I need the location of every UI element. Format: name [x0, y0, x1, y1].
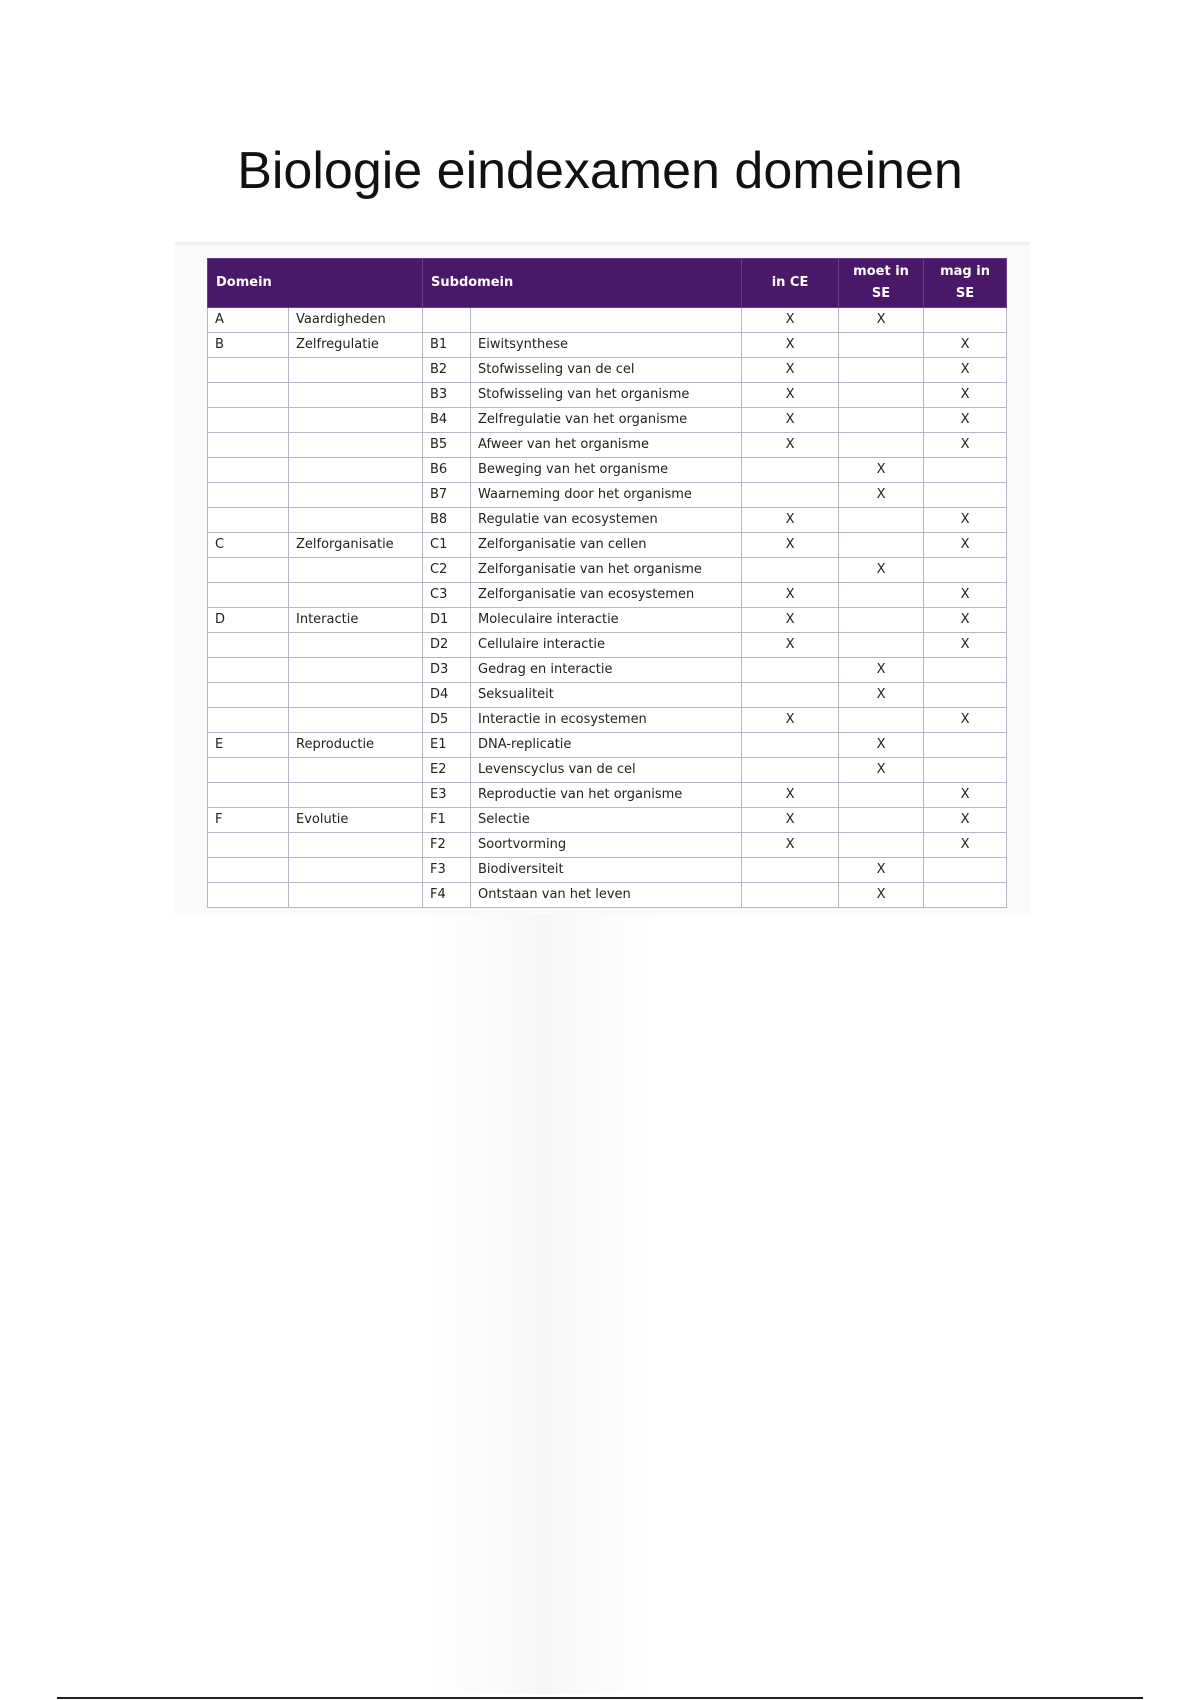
table-body [208, 308, 1007, 908]
table-row [208, 808, 1007, 833]
moet-in-se-mark: X [839, 758, 924, 783]
table-row [208, 583, 1007, 608]
in-ce-mark: X [742, 333, 839, 358]
mag-in-se-mark: X [924, 433, 1007, 458]
domain-name-cell [289, 458, 423, 483]
in-ce-mark: X [742, 383, 839, 408]
in-ce-mark: X [742, 533, 839, 558]
domain-code-cell [208, 408, 289, 433]
subdomain-name-cell: Reproductie van het organisme [471, 783, 742, 808]
moet-in-se-mark [839, 383, 924, 408]
domain-code-cell [208, 458, 289, 483]
domain-code-cell [208, 358, 289, 383]
table-row [208, 758, 1007, 783]
subdomain-code-cell: B7 [423, 483, 471, 508]
subdomain-code-cell: B8 [423, 508, 471, 533]
subdomain-name-cell: Cellulaire interactie [471, 633, 742, 658]
domain-name-cell [289, 758, 423, 783]
subdomain-code-cell: C3 [423, 583, 471, 608]
domain-name-cell [289, 783, 423, 808]
domain-code-cell [208, 858, 289, 883]
header-mag-in-se: mag in SE [924, 259, 1007, 308]
header-in-ce: in CE [742, 259, 839, 308]
mag-in-se-mark: X [924, 633, 1007, 658]
subdomain-code-cell: D5 [423, 708, 471, 733]
moet-in-se-mark: X [839, 858, 924, 883]
moet-in-se-mark [839, 433, 924, 458]
domain-name-cell [289, 433, 423, 458]
mag-in-se-mark [924, 458, 1007, 483]
domain-name-cell [289, 358, 423, 383]
subdomain-name-cell: Levenscyclus van de cel [471, 758, 742, 783]
mag-in-se-mark: X [924, 708, 1007, 733]
table-row [208, 708, 1007, 733]
subdomain-name-cell: Soortvorming [471, 833, 742, 858]
subdomain-code-cell: D4 [423, 683, 471, 708]
subdomain-code-cell: C2 [423, 558, 471, 583]
subdomain-name-cell: Zelforganisatie van ecosystemen [471, 583, 742, 608]
table-row [208, 733, 1007, 758]
domain-name-cell: Interactie [289, 608, 423, 633]
in-ce-mark [742, 758, 839, 783]
domain-name-cell: Vaardigheden [289, 308, 423, 333]
moet-in-se-mark [839, 708, 924, 733]
domain-name-cell [289, 883, 423, 908]
table-header-row [208, 259, 1007, 308]
mag-in-se-mark: X [924, 358, 1007, 383]
moet-in-se-mark [839, 833, 924, 858]
domain-code-cell [208, 883, 289, 908]
in-ce-mark: X [742, 308, 839, 333]
mag-in-se-mark [924, 308, 1007, 333]
domain-code-cell [208, 658, 289, 683]
mag-in-se-mark [924, 733, 1007, 758]
domain-code-cell [208, 633, 289, 658]
subdomain-code-cell: E1 [423, 733, 471, 758]
subdomain-code-cell: E2 [423, 758, 471, 783]
moet-in-se-mark [839, 608, 924, 633]
moet-in-se-mark: X [839, 883, 924, 908]
subdomain-name-cell: Biodiversiteit [471, 858, 742, 883]
in-ce-mark: X [742, 708, 839, 733]
moet-in-se-mark: X [839, 683, 924, 708]
table-row [208, 683, 1007, 708]
in-ce-mark: X [742, 583, 839, 608]
mag-in-se-mark: X [924, 583, 1007, 608]
subdomain-name-cell: DNA-replicatie [471, 733, 742, 758]
moet-in-se-mark [839, 808, 924, 833]
in-ce-mark [742, 733, 839, 758]
in-ce-mark: X [742, 633, 839, 658]
domain-code-cell [208, 433, 289, 458]
scan-shading [435, 914, 650, 1694]
table-row [208, 358, 1007, 383]
mag-in-se-mark [924, 683, 1007, 708]
table-row [208, 833, 1007, 858]
subdomain-code-cell: B4 [423, 408, 471, 433]
table-row [208, 658, 1007, 683]
subdomain-name-cell: Ontstaan van het leven [471, 883, 742, 908]
moet-in-se-mark [839, 408, 924, 433]
subdomain-name-cell: Zelfregulatie van het organisme [471, 408, 742, 433]
table-row [208, 408, 1007, 433]
domain-code-cell [208, 558, 289, 583]
domain-code-cell [208, 758, 289, 783]
moet-in-se-mark: X [839, 558, 924, 583]
mag-in-se-mark: X [924, 333, 1007, 358]
subdomain-code-cell: F1 [423, 808, 471, 833]
domain-name-cell: Zelforganisatie [289, 533, 423, 558]
domain-code-cell: E [208, 733, 289, 758]
header-domain: Domein [208, 259, 423, 308]
mag-in-se-mark: X [924, 808, 1007, 833]
domain-code-cell [208, 508, 289, 533]
in-ce-mark [742, 858, 839, 883]
moet-in-se-mark: X [839, 458, 924, 483]
moet-in-se-mark: X [839, 483, 924, 508]
subdomain-code-cell: F2 [423, 833, 471, 858]
mag-in-se-mark: X [924, 833, 1007, 858]
in-ce-mark [742, 558, 839, 583]
domain-code-cell [208, 708, 289, 733]
moet-in-se-mark [839, 358, 924, 383]
table-row [208, 308, 1007, 333]
domain-name-cell: Evolutie [289, 808, 423, 833]
subdomain-code-cell: B2 [423, 358, 471, 383]
moet-in-se-mark [839, 508, 924, 533]
subdomain-name-cell: Interactie in ecosystemen [471, 708, 742, 733]
domain-name-cell [289, 483, 423, 508]
domain-code-cell: D [208, 608, 289, 633]
domain-name-cell [289, 408, 423, 433]
mag-in-se-mark: X [924, 408, 1007, 433]
subdomain-code-cell: B5 [423, 433, 471, 458]
domain-name-cell [289, 858, 423, 883]
domain-code-cell: C [208, 533, 289, 558]
in-ce-mark [742, 458, 839, 483]
subdomain-name-cell [471, 308, 742, 333]
domain-name-cell [289, 583, 423, 608]
moet-in-se-mark [839, 333, 924, 358]
subdomain-code-cell: E3 [423, 783, 471, 808]
domain-name-cell [289, 708, 423, 733]
subdomain-name-cell: Selectie [471, 808, 742, 833]
table-row [208, 333, 1007, 358]
table-row [208, 433, 1007, 458]
mag-in-se-mark [924, 483, 1007, 508]
in-ce-mark [742, 483, 839, 508]
in-ce-mark: X [742, 783, 839, 808]
subdomain-name-cell: Seksualiteit [471, 683, 742, 708]
subdomain-name-cell: Gedrag en interactie [471, 658, 742, 683]
domain-code-cell [208, 483, 289, 508]
domain-code-cell: A [208, 308, 289, 333]
moet-in-se-mark [839, 583, 924, 608]
domain-name-cell [289, 658, 423, 683]
header-moet-in-se: moet in SE [839, 259, 924, 308]
mag-in-se-mark: X [924, 383, 1007, 408]
table-row [208, 633, 1007, 658]
mag-in-se-mark [924, 883, 1007, 908]
mag-in-se-mark: X [924, 608, 1007, 633]
domain-name-cell [289, 833, 423, 858]
moet-in-se-mark [839, 533, 924, 558]
table-row [208, 533, 1007, 558]
subdomain-name-cell: Eiwitsynthese [471, 333, 742, 358]
in-ce-mark: X [742, 808, 839, 833]
page-title: Biologie eindexamen domeinen [237, 142, 963, 200]
subdomain-code-cell: D3 [423, 658, 471, 683]
header-subdomain: Subdomein [423, 259, 742, 308]
mag-in-se-mark [924, 858, 1007, 883]
subdomain-code-cell: C1 [423, 533, 471, 558]
domain-code-cell [208, 783, 289, 808]
subdomain-name-cell: Moleculaire interactie [471, 608, 742, 633]
moet-in-se-mark: X [839, 308, 924, 333]
table-row [208, 458, 1007, 483]
subdomain-code-cell: F4 [423, 883, 471, 908]
domain-name-cell [289, 633, 423, 658]
table-row [208, 883, 1007, 908]
subdomain-code-cell [423, 308, 471, 333]
in-ce-mark [742, 683, 839, 708]
subdomain-code-cell: D1 [423, 608, 471, 633]
exam-domains-table [207, 258, 1007, 908]
in-ce-mark: X [742, 408, 839, 433]
subdomain-name-cell: Afweer van het organisme [471, 433, 742, 458]
table-row [208, 383, 1007, 408]
subdomain-name-cell: Zelforganisatie van het organisme [471, 558, 742, 583]
subdomain-name-cell: Waarneming door het organisme [471, 483, 742, 508]
mag-in-se-mark: X [924, 783, 1007, 808]
domain-code-cell: F [208, 808, 289, 833]
in-ce-mark [742, 658, 839, 683]
in-ce-mark: X [742, 608, 839, 633]
subdomain-name-cell: Regulatie van ecosystemen [471, 508, 742, 533]
subdomain-name-cell: Stofwisseling van de cel [471, 358, 742, 383]
domain-code-cell [208, 683, 289, 708]
mag-in-se-mark: X [924, 508, 1007, 533]
subdomain-code-cell: B3 [423, 383, 471, 408]
domain-code-cell [208, 583, 289, 608]
moet-in-se-mark: X [839, 733, 924, 758]
mag-in-se-mark [924, 658, 1007, 683]
domain-code-cell: B [208, 333, 289, 358]
subdomain-code-cell: B1 [423, 333, 471, 358]
in-ce-mark [742, 883, 839, 908]
subdomain-name-cell: Stofwisseling van het organisme [471, 383, 742, 408]
moet-in-se-mark [839, 633, 924, 658]
table-row [208, 558, 1007, 583]
mag-in-se-mark [924, 558, 1007, 583]
in-ce-mark: X [742, 433, 839, 458]
domain-code-cell [208, 383, 289, 408]
in-ce-mark: X [742, 508, 839, 533]
table-row [208, 608, 1007, 633]
table-row [208, 858, 1007, 883]
domain-name-cell [289, 383, 423, 408]
subdomain-name-cell: Zelforganisatie van cellen [471, 533, 742, 558]
domain-name-cell [289, 558, 423, 583]
domain-name-cell: Zelfregulatie [289, 333, 423, 358]
domain-name-cell [289, 683, 423, 708]
table-row [208, 508, 1007, 533]
in-ce-mark: X [742, 833, 839, 858]
subdomain-code-cell: B6 [423, 458, 471, 483]
bottom-rule [57, 1697, 1143, 1699]
subdomain-code-cell: D2 [423, 633, 471, 658]
subdomain-name-cell: Beweging van het organisme [471, 458, 742, 483]
domain-name-cell: Reproductie [289, 733, 423, 758]
domain-code-cell [208, 833, 289, 858]
mag-in-se-mark [924, 758, 1007, 783]
moet-in-se-mark: X [839, 658, 924, 683]
subdomain-code-cell: F3 [423, 858, 471, 883]
table-row [208, 783, 1007, 808]
moet-in-se-mark [839, 783, 924, 808]
domain-name-cell [289, 508, 423, 533]
mag-in-se-mark: X [924, 533, 1007, 558]
in-ce-mark: X [742, 358, 839, 383]
table-row [208, 483, 1007, 508]
